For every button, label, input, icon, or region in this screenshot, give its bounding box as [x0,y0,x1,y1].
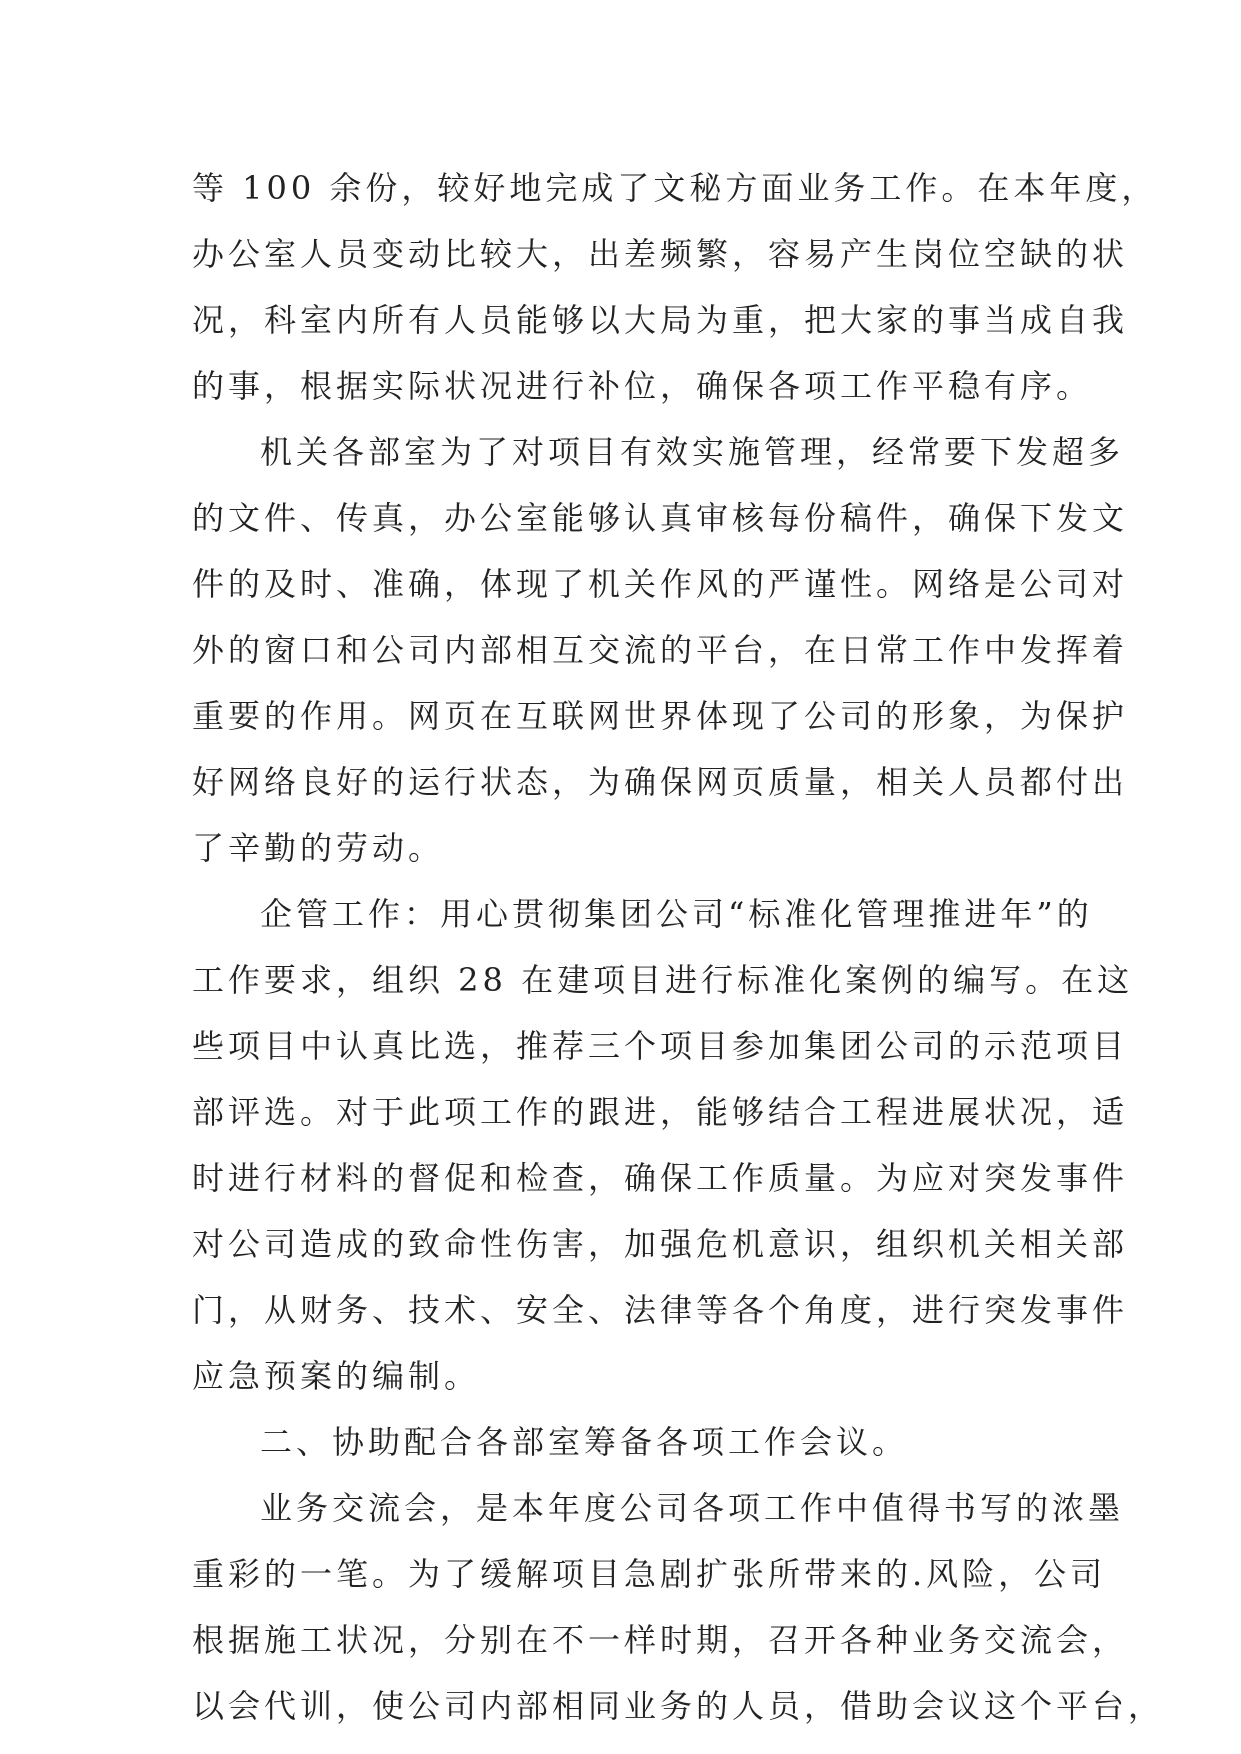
text-line: 外的窗口和公司内部相互交流的平台，在日常工作中发挥着 [192,631,1129,669]
paragraph-3 [192,881,1134,1409]
text-line: 重彩的一笔。为了缓解项目急剧扩张所带来的.风险，公司 [192,1555,1107,1593]
text-line: 业务交流会，是本年度公司各项工作中值得书写的浓墨 [260,1489,1125,1527]
text-line: 的事，根据实际状况进行补位，确保各项工作平稳有序。 [192,367,1093,405]
text-line: 件的及时、准确，体现了机关作风的严谨性。网络是公司对 [192,565,1129,603]
text-line: 工作要求，组织 28 在建项目进行标准化案例的编写。在这 [192,961,1134,999]
paragraph-2 [192,419,1129,881]
section-heading [192,1409,1072,1475]
text-line: 以会代训，使公司内部相同业务的人员，借助会议这个平台， [192,1687,1165,1725]
text-line: 根据施工状况，分别在不一样时期，召开各种业务交流会， [192,1621,1129,1659]
text-line: 重要的作用。网页在互联网世界体现了公司的形象，为保护 [192,697,1129,735]
text-line: 应急预案的编制。 [192,1357,481,1395]
text-line: 机关各部室为了对项目有效实施管理，经常要下发超多 [260,433,1125,471]
text-line: 企管工作：用心贯彻集团公司“标准化管理推进年”的 [260,895,1093,933]
paragraph-1 [192,155,1158,419]
text-line: 时进行材料的督促和检查，确保工作质量。为应对突发事件 [192,1159,1129,1197]
text-line: 况，科室内所有人员能够以大局为重，把大家的事当成自我 [192,301,1129,339]
document-page [192,155,1165,1739]
text-line: 部评选。对于此项工作的跟进，能够结合工程进展状况，适 [192,1093,1129,1131]
text-line: 办公室人员变动比较大，出差频繁，容易产生岗位空缺的状 [192,235,1129,273]
paragraph-5 [192,1475,1165,1739]
text-line: 好网络良好的运行状态，为确保网页质量，相关人员都付出 [192,763,1129,801]
text-line: 了辛勤的劳动。 [192,829,445,867]
text-line: 的文件、传真，办公室能够认真审核每份稿件，确保下发文 [192,499,1129,537]
text-line: 二、协助配合各部室筹备各项工作会议。 [260,1423,909,1461]
text-line: 些项目中认真比选，推荐三个项目参加集团公司的示范项目 [192,1027,1129,1065]
text-line: 对公司造成的致命性伤害，加强危机意识，组织机关相关部 [192,1225,1129,1263]
text-line: 门，从财务、技术、安全、法律等各个角度，进行突发事件 [192,1291,1129,1329]
text-line: 等 100 余份，较好地完成了文秘方面业务工作。在本年度， [192,169,1158,207]
